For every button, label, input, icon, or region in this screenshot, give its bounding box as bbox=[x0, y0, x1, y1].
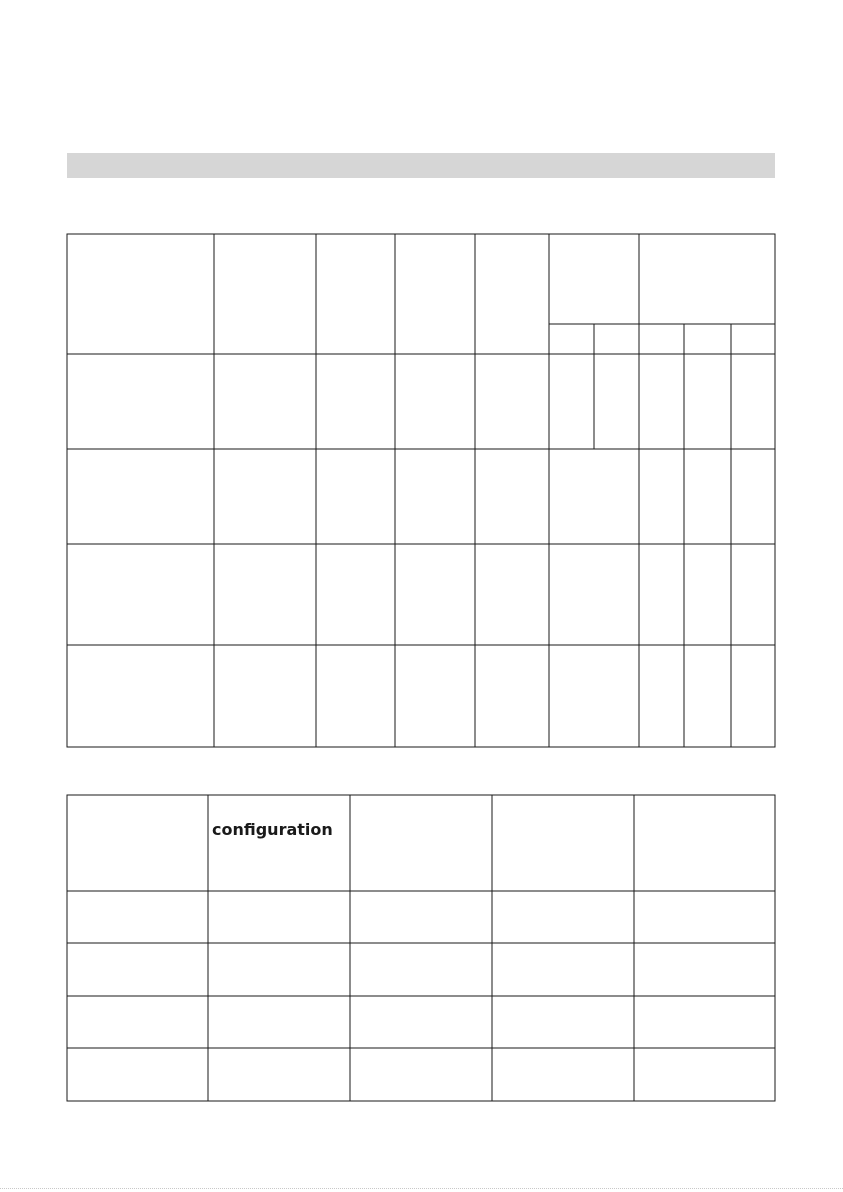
table1-border bbox=[67, 234, 775, 747]
table2-header-configuration: configuration bbox=[212, 820, 333, 839]
page-bottom-edge bbox=[0, 1188, 843, 1189]
table2-border bbox=[67, 795, 775, 1101]
